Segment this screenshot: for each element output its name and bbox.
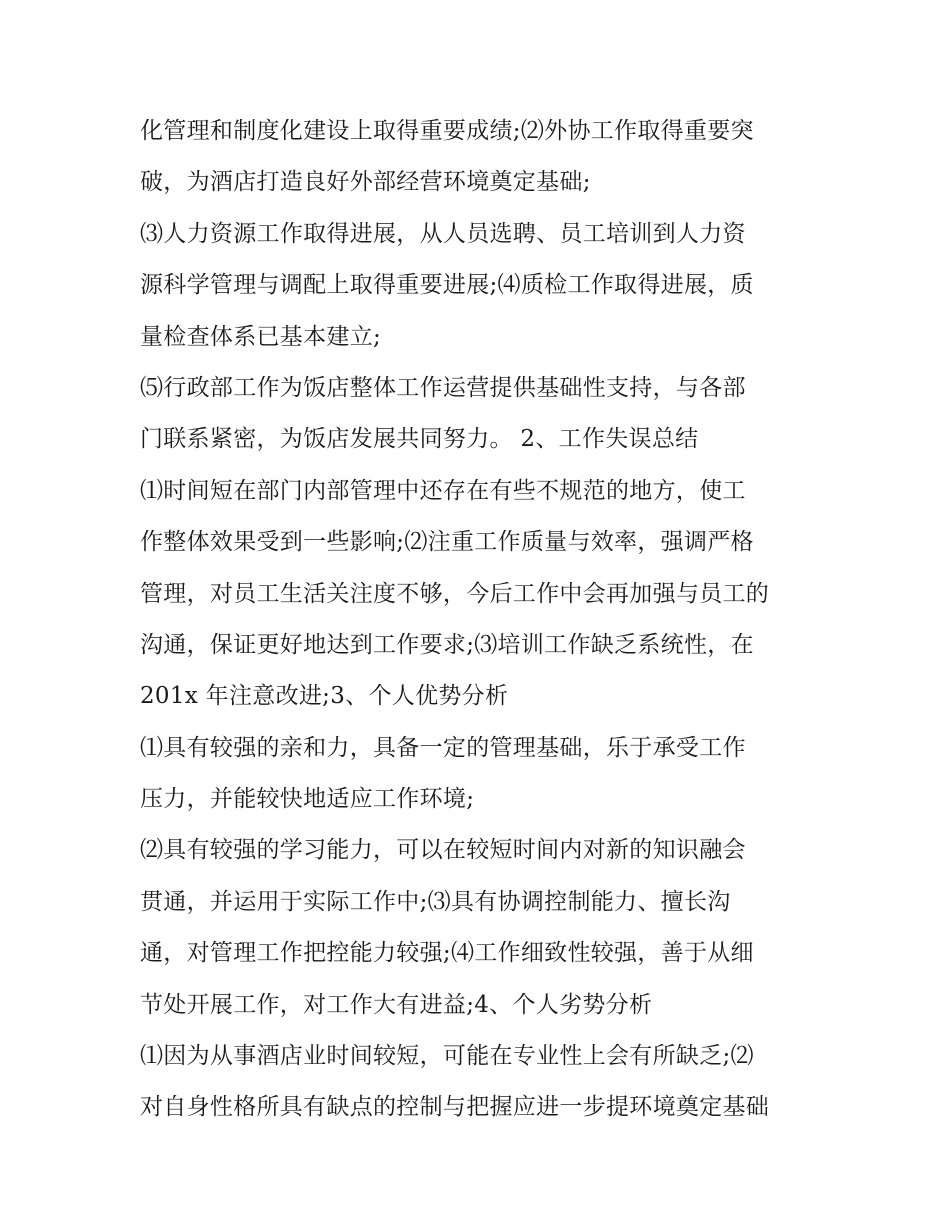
- text-line: ⑴因为从事酒店业时间较短，可能在专业性上会有所缺乏;⑵: [140, 1043, 754, 1070]
- text-line: ⑸行政部工作为饭店整体工作运营提供基础性支持，与各部: [140, 374, 746, 401]
- text-line: 压力，并能较快地适应工作环境;: [140, 786, 475, 813]
- text-line: 作整体效果受到一些影响;⑵注重工作质量与效率，强调严格: [140, 529, 754, 556]
- text-line: ⑶人力资源工作取得进展，从人员选聘、员工培训到人力资: [140, 220, 746, 247]
- body-text: [140, 106, 830, 1134]
- text-line: 对自身性格所具有缺点的控制与把握应进一步提环境奠定基础: [140, 1094, 770, 1121]
- text-line: 沟通，保证更好地达到工作要求;⑶培训工作缺乏系统性，在: [140, 631, 754, 658]
- text-line: 贯通，并运用于实际工作中;⑶具有协调控制能力、擅长沟: [140, 888, 731, 915]
- text-line: ⑵具有较强的学习能力，可以在较短时间内对新的知识融会: [140, 837, 746, 864]
- text-line: 门联系紧密，为饭店发展共同努力。 2、工作失误总结: [140, 426, 699, 453]
- text-line: 源科学管理与调配上取得重要进展;⑷质检工作取得进展，质: [140, 272, 754, 299]
- text-line: 201x 年注意改进;3、个人优势分析: [140, 683, 509, 710]
- text-line: 破，为酒店打造良好外部经营环境奠定基础;: [140, 169, 591, 196]
- text-line: 管理，对员工生活关注度不够，今后工作中会再加强与员工的: [140, 580, 770, 607]
- text-line: ⑴具有较强的亲和力，具备一定的管理基础，乐于承受工作: [140, 734, 746, 761]
- text-line: 量检查体系已基本建立;: [140, 323, 382, 350]
- text-line: 节处开展工作，对工作大有进益;4、个人劣势分析: [140, 991, 653, 1018]
- text-line: 化管理和制度化建设上取得重要成绩;⑵外协工作取得重要突: [140, 118, 754, 144]
- text-line: ⑴时间短在部门内部管理中还存在有些不规范的地方，使工: [140, 477, 746, 504]
- text-line: 通，对管理工作把控能力较强;⑷工作细致性较强，善于从细: [140, 940, 754, 967]
